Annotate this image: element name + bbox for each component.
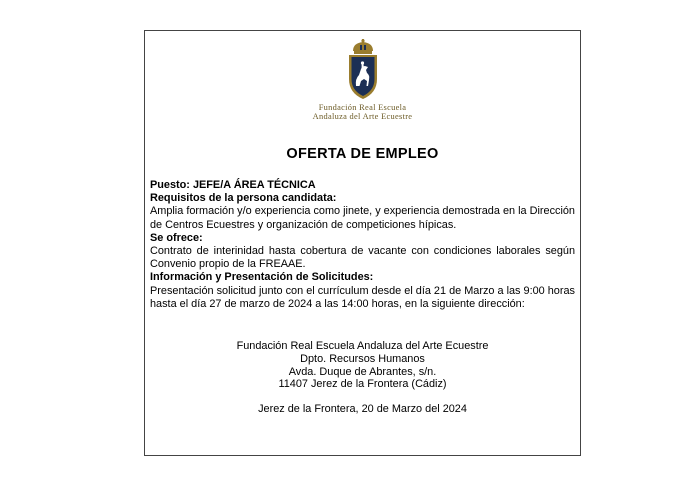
address-line: Avda. Duque de Abrantes, s/n. (288, 365, 437, 378)
document-date: Jerez de la Frontera, 20 de Marzo del 2024 (258, 403, 467, 415)
org-name-line1: Fundación Real Escuela (318, 103, 407, 112)
org-name-line2: Andaluza del Arte Ecuestre (312, 112, 413, 121)
address-line: 11407 Jerez de la Frontera (Cádiz) (278, 378, 447, 391)
position-heading: Puesto: JEFE/A ÁREA TÉCNICA (150, 179, 316, 191)
job-offer-document (144, 30, 581, 456)
offer-text: Contrato de interinidad hasta cobertura de vacante con condiciones laborales según Convenio propio de la FREAAE. (150, 245, 575, 271)
royal-crown-horse-icon (341, 39, 385, 103)
application-heading: Información y Presentación de Solicitudes: (150, 271, 374, 284)
address-line: Fundación Real Escuela Andaluza del Arte Ecuestre (236, 340, 489, 352)
offer-heading: Se ofrece: (150, 231, 203, 244)
requirements-text: Amplia formación y/o experiencia como jinete, y experiencia demostrada en la Dirección de Centros Ecuestres y organización de competiciones hípicas. (150, 205, 575, 231)
offer-body (150, 179, 575, 311)
page-title: OFERTA DE EMPLEO (286, 146, 439, 162)
requirements-heading: Requisitos de la persona candidata: (150, 192, 337, 205)
address-line: Dpto. Recursos Humanos (300, 352, 425, 365)
application-text: Presentación solicitud junto con el currículum desde el día 21 de Marzo a las 9:00 horas hasta el día 27 de marzo de 2024 a las 14:00 horas, en la siguiente dirección: (150, 284, 575, 310)
address-block (145, 340, 580, 391)
